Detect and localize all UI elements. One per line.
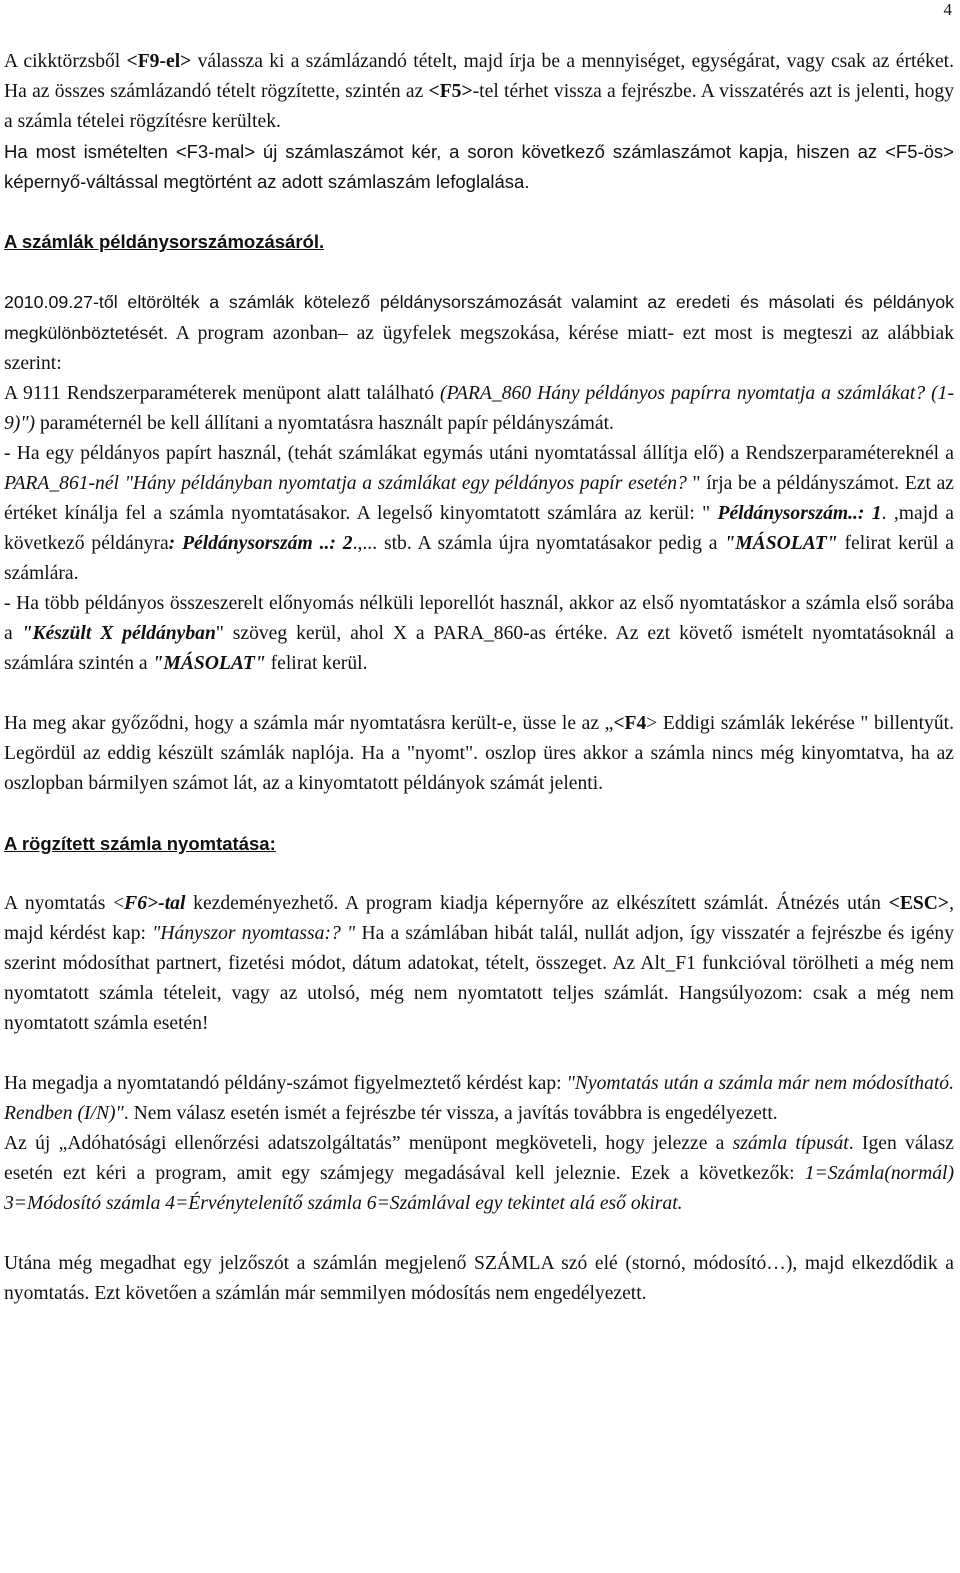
text-run: felirat kerül a számlára. — [4, 533, 954, 584]
text-run: , majd kérdést kap: — [4, 893, 955, 944]
paragraph-invoice-type — [4, 1129, 954, 1219]
text-run: felirat kerül. — [265, 653, 368, 674]
copy-serial-2: : Példánysorszám ..: 2 — [168, 533, 353, 554]
key-esc: <ESC> — [888, 893, 950, 914]
heading-print-invoice: A rögzített számla nyomtatása: — [4, 833, 276, 854]
text-run: . Nem válasz esetén ismét a fejrészbe tér vissza, a javítás továbbra is engedélyezett. — [123, 1103, 778, 1124]
invoice-type-term: számla típusát — [732, 1133, 849, 1154]
document-body — [4, 47, 954, 1309]
key-f4: <F4 — [613, 713, 647, 734]
heading-copy-numbering: A számlák példánysorszámozásáról. — [4, 231, 325, 252]
key-f6: F6>-tal — [124, 893, 186, 914]
made-x-copies-label: "Készült X példányban — [21, 623, 216, 644]
param-para-860: (PARA_860 Hány példányos papírra nyomtatja a számlákat? (1-9)") — [4, 383, 954, 434]
text-run: -tel térhet vissza a fejrészbe. A visszatérés azt is jelenti, hogy a számla tételei rögzítésre kerültek. — [4, 81, 954, 132]
copy-label: "MÁSOLAT" — [152, 653, 266, 674]
copy-serial-1: Példánysorszám..: 1 — [717, 503, 882, 524]
text-run: " írja be a példányszámot. Ezt az értéket kínálja fel a számla nyomtatásakor. A legelső kinyomtatott számlára az kerül: " — [4, 473, 954, 524]
paragraph-f4-check — [4, 709, 954, 799]
text-run: . ,majd a következő példányra — [4, 503, 954, 554]
text-run: Az új „Adóhatósági ellenőrzési adatszolgáltatás” menüpont megköveteli, hogy jelezze a — [4, 1133, 733, 1154]
text-run: 2010.09.27-től eltörölték a számlák kötelező példánysorszámozását valamint az eredeti és másolati és példányok megkülönböztetését. — [4, 292, 954, 343]
text-run: - Ha több példányos összeszerelt előnyomás nélküli leporellót használ, akkor az első nyomtatáskor a számla első sorába a — [4, 593, 954, 644]
copy-label: "MÁSOLAT" — [724, 533, 838, 554]
text-run: válassza ki a számlázandó tételt, majd írja be a mennyiséget, egységárat, vagy csak az értéket. Ha az összes számlázandó tételt rögzítette, szintén az — [4, 51, 954, 102]
text-run: A cikktörzsből — [4, 51, 127, 72]
text-run: .,... stb. A számla újra nyomtatásakor pedig a — [352, 533, 725, 554]
param-para-861: PARA_861-nél "Hány példányban nyomtatja a számlákat egy példányos papír esetén? — [4, 473, 687, 494]
paragraph-single-copy-paper — [4, 439, 954, 589]
paragraph-f9-items — [4, 47, 954, 137]
paragraph-confirm-print — [4, 1069, 954, 1129]
paragraph-marker-word: Utána még megadhat egy jelzőszót a számlán megjelenő SZÁMLA szó elé (stornó, módosító…), majd elkezdődik a nyomtatás. Ezt követően a számlán már semmilyen módosítás nem engedélyezett. — [4, 1253, 954, 1304]
text-run: A 9111 Rendszerparaméterek menüpont alatt található — [4, 383, 441, 404]
text-run: . Igen válasz esetén ezt kéri a program, amit egy számjegy megadásával kell jeleznie. Ezek a következők: — [4, 1133, 954, 1184]
key-f5: <F5> — [428, 81, 473, 102]
paragraph-f3-invoice-number: Ha most ismételten <F3-mal> új számlaszámot kér, a soron következő számlaszámot kapja, hiszen az <F5-ös> képernyő-váltással megtörtént az adott számlaszám lefoglalása. — [4, 141, 954, 192]
paragraph-para-860 — [4, 379, 954, 439]
key-f9: <F9-el> — [126, 51, 192, 72]
text-run: A program azonban– az ügyfelek megszokása, kérése miatt- ezt most is megteszi az alábbiak szerint: — [4, 323, 954, 374]
prompt-how-many: "Hányszor nyomtassa:? " — [152, 923, 356, 944]
text-run: kezdeményezhető. A program kiadja képernyőre az elkészített számlát. Átnézés után — [185, 893, 889, 914]
text-run: " szöveg kerül, ahol X a PARA_860-as értéke. Az ezt követő ismételt nyomtatásoknál a számlára szintén a — [4, 623, 954, 674]
text-run: - Ha egy példányos papírt használ, (tehát számlákat egymás utáni nyomtatással állítja elő) a Rendszerparamétereknél a — [4, 443, 954, 464]
prompt-confirm: "Nyomtatás után a számla már nem módosítható. Rendben (I/N)" — [4, 1073, 955, 1124]
text-run: paraméternél be kell állítani a nyomtatásra használt papír példányszámát. — [35, 413, 614, 434]
text-run: Ha a számlában hibát talál, nullát adjon, így visszatér a fejrészbe és igény szerint módosíthat partnert, fizetési módot, dátum adatokat, tételt, összeget. Az Alt_F1 funkcióval törölheti a még nem nyomtatott számla tételeit, vagy az utolsó, még nem nyomtatott teljes számlát. Hangsúlyozom: csak a még nem nyomtatott számla esetén! — [4, 923, 954, 1034]
paragraph-f6-print — [4, 889, 954, 1039]
paragraph-copy-numbering-intro — [4, 287, 954, 379]
text-run: A nyomtatás < — [4, 893, 125, 914]
invoice-type-codes: 1=Számla(normál) 3=Módosító számla 4=Érvénytelenítő számla 6=Számlával egy tekintet alá eső okirat. — [4, 1163, 954, 1214]
text-run: Ha meg akar győződni, hogy a számla már nyomtatásra került-e, üsse le az „ — [4, 713, 614, 734]
text-run: > Eddigi számlák lekérése " billentyűt. Legördül az eddig készült számlák naplója. Ha a "nyomt". oszlop üres akkor a számla nincs még kinyomtatva, ha az oszlopban bármilyen számot lát, az a kinyomtatott példányok számát jelenti. — [4, 713, 954, 794]
paragraph-multi-copy-paper — [4, 589, 954, 679]
page-number: 4 — [943, 0, 952, 19]
text-run: Ha megadja a nyomtatandó példány-számot figyelmeztető kérdést kap: — [4, 1073, 567, 1094]
